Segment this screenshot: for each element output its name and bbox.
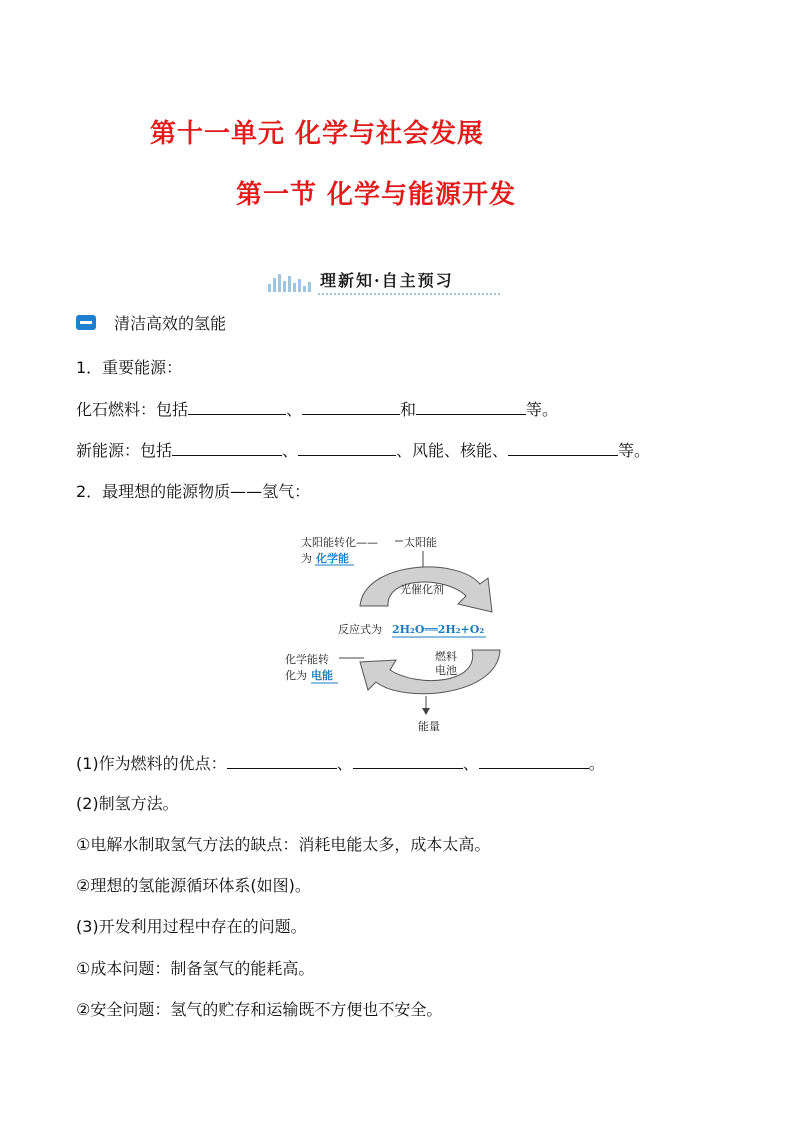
unit-title: 第十一单元 化学与社会发展: [150, 119, 485, 149]
fuel-cell-label-2: 电池: [435, 664, 457, 677]
banner-label: 理新知·自主预习: [320, 271, 454, 290]
problem-safety: ②安全问题：氢气的贮存和运输既不方便也不安全。: [76, 1000, 443, 1019]
equation-prefix: 反应式为: [338, 623, 382, 636]
catalyst-label: 光催化剂: [400, 583, 444, 596]
fill-blank[interactable]: [416, 398, 526, 415]
diagram-bottom-left-line1: 化学能转: [285, 653, 329, 666]
fuel-cell-label-1: 燃料: [435, 650, 457, 663]
diagram-bottom-left-line2: 化为 电能: [285, 669, 333, 682]
problems-heading: (3)开发利用过程中存在的问题。: [76, 917, 307, 936]
fill-blank[interactable]: [298, 439, 396, 456]
reaction-equation: 2H₂O══2H₂+O₂: [392, 623, 485, 636]
banner-dotted-line: [318, 293, 500, 295]
fill-blank[interactable]: [508, 439, 618, 456]
advantages-line: (1)作为燃料的优点： 、 、 。: [76, 754, 605, 773]
new-energy-line: 新能源：包括 、 、风能、核能、 等。: [76, 441, 651, 460]
preview-banner: [268, 268, 500, 296]
banner-bars-decoration: [268, 272, 316, 292]
problem-cost: ①成本问题：制备氢气的能耗高。: [76, 959, 315, 978]
fossil-fuels-line: 化石燃料：包括 、 和 等。: [76, 400, 559, 419]
hydrogen-cycle-diagram: [268, 524, 520, 738]
bottom-cycle-arrow: [360, 650, 500, 694]
fill-blank[interactable]: [227, 752, 337, 769]
diagram-sun-label: 太阳能: [404, 536, 437, 549]
methods-heading: (2)制氢方法。: [76, 794, 179, 813]
fill-blank[interactable]: [302, 398, 400, 415]
item-1-heading: 1．重要能源：: [76, 358, 183, 377]
fill-blank[interactable]: [172, 439, 282, 456]
diagram-top-left-line1: 太阳能转化——: [301, 536, 378, 549]
fill-blank[interactable]: [479, 752, 589, 769]
section-heading: 清洁高效的氢能: [114, 314, 227, 333]
section-number-marker: [76, 315, 96, 330]
fill-blank[interactable]: [188, 398, 286, 415]
item-2-heading: 2．最理想的能源物质——氢气：: [76, 482, 311, 501]
method-electrolysis: ①电解水制取氢气方法的缺点：消耗电能太多，成本太高。: [76, 835, 491, 854]
energy-label: 能量: [418, 720, 440, 733]
section-title: 第一节 化学与能源开发: [236, 180, 517, 210]
fill-blank[interactable]: [353, 752, 463, 769]
diagram-top-left-line2: 为 化学能: [301, 552, 349, 565]
method-cycle: ②理想的氢能源循环体系(如图)。: [76, 876, 311, 895]
